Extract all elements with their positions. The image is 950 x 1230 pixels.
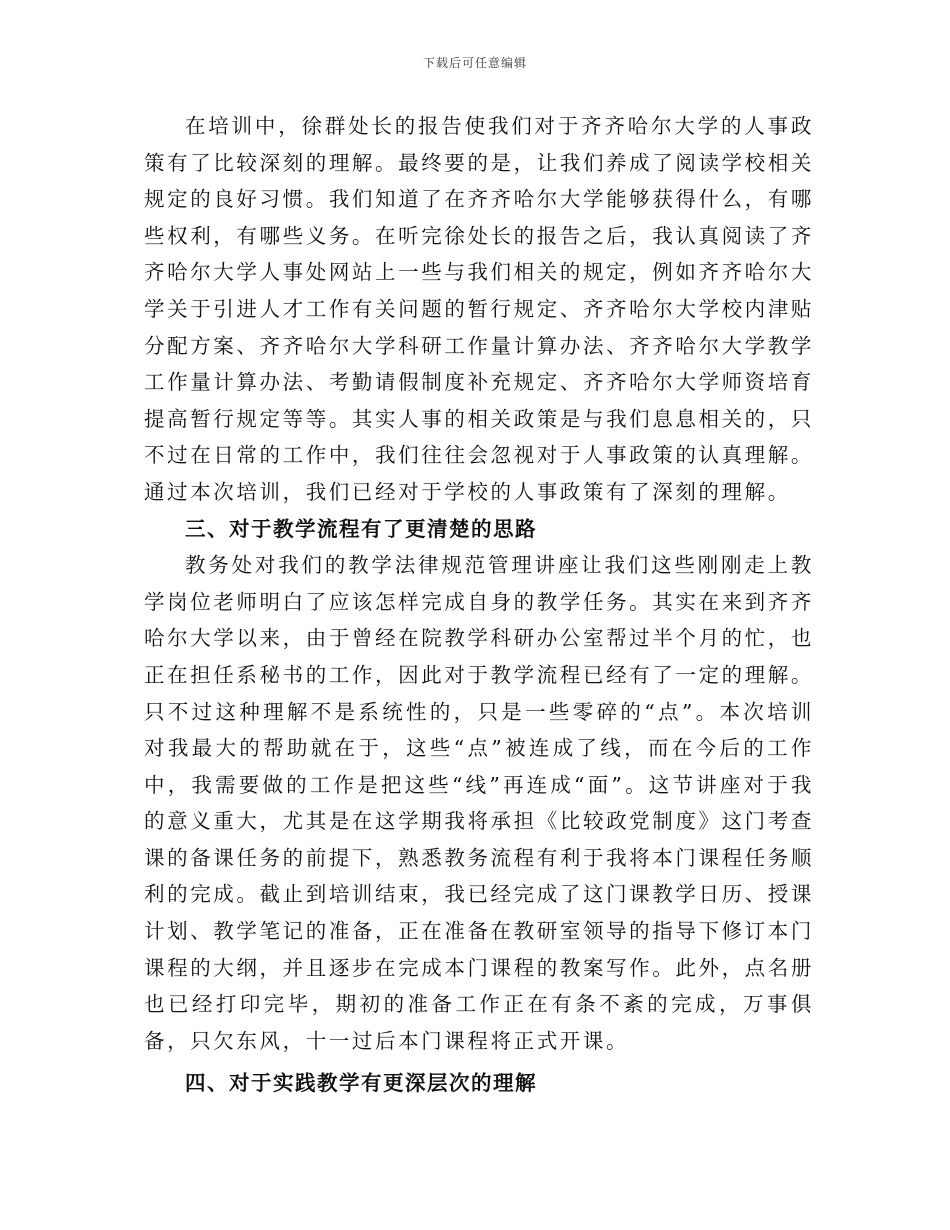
section-heading: 四、对于实践教学有更深层次的理解 [185,1071,537,1096]
section-heading: 三、对于教学流程有了更清楚的思路 [185,516,537,541]
document-body [144,108,814,1102]
body-paragraph: 在培训中，徐群处长的报告使我们对于齐齐哈尔大学的人事政策有了比较深刻的理解。最终要的是，让我们养成了阅读学校相关规定的良好习惯。我们知道了在齐齐哈尔大学能够获得什么，有哪些权利，有哪些义务。在听完徐处长的报告之后，我认真阅读了齐齐哈尔大学人事处网站上一些与我们相关的规定，例如齐齐哈尔大学关于引进人才工作有关问题的暂行规定、齐齐哈尔大学校内津贴分配方案、齐齐哈尔大学科研工作量计算办法、齐齐哈尔大学教学工作量计算办法、考勤请假制度补充规定、齐齐哈尔大学师资培育提高暂行规定等等。其实人事的相关政策是与我们息息相关的，只不过在日常的工作中，我们往往会忽视对于人事政策的认真理解。通过本次培训，我们已经对于学校的人事政策有了深刻的理解。 [144,114,814,504]
body-paragraph: 教务处对我们的教学法律规范管理讲座让我们这些刚刚走上教学岗位老师明白了应该怎样完成自身的教学任务。其实在来到齐齐哈尔大学以来，由于曾经在院教学科研办公室帮过半个月的忙，也正在担任系秘书的工作，因此对于教学流程已经有了一定的理解。只不过这种理解不是系统性的，只是一些零碎的“点”。本次培训对我最大的帮助就在于，这些“点”被连成了线，而在今后的工作中，我需要做的工作是把这些“线”再连成“面”。这节讲座对于我的意义重大，尤其是在这学期我将承担《比较政党制度》这门考查课的备课任务的前提下，熟悉教务流程有利于我将本门课程任务顺利的完成。截止到培训结束，我已经完成了这门课教学日历、授课计划、教学笔记的准备，正在准备在教研室领导的指导下修订本门课程的大纲，并且逐步在完成本门课程的教案写作。此外，点名册也已经打印完毕，期初的准备工作正在有条不紊的完成，万事俱备，只欠东风，十一过后本门课程将正式开课。 [144,553,814,1053]
page-header-note: 下载后可任意编辑 [422,56,527,70]
